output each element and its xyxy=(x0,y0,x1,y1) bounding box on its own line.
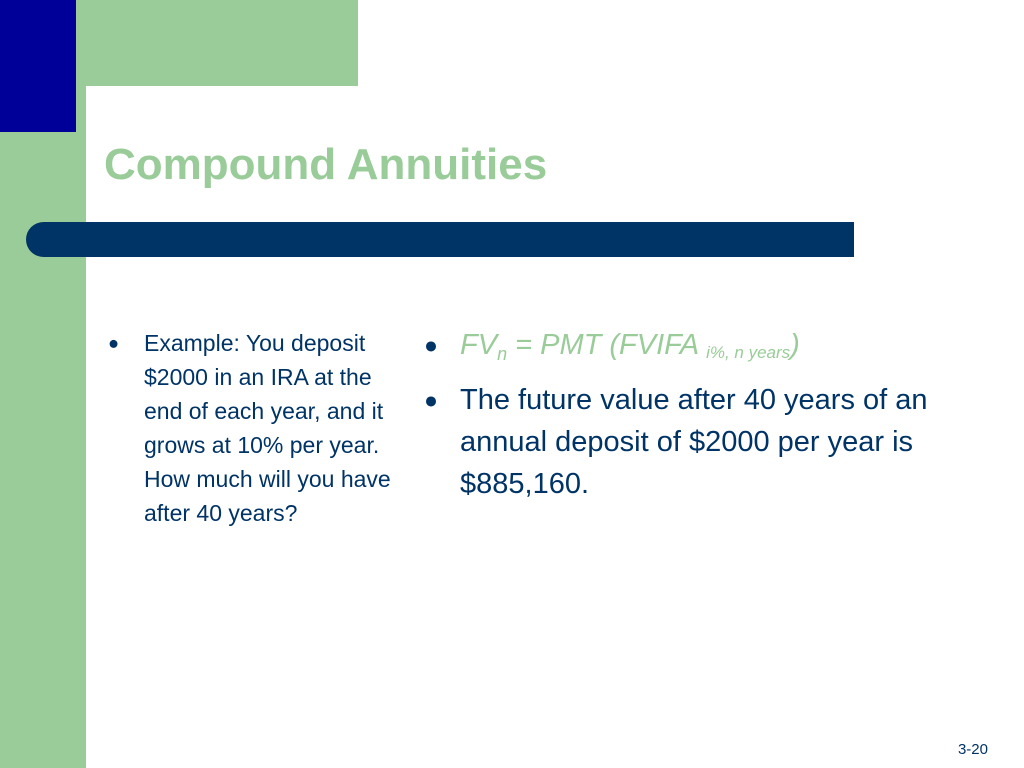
formula-fv: FV xyxy=(460,329,498,361)
bullet-dot-icon: ● xyxy=(424,387,439,413)
formula-fvifa-subscript: i%, n years xyxy=(706,343,791,362)
example-text: Example: You deposit $2000 in an IRA at the end of each year, and it grows at 10% per year. How much will you have after 40 years? xyxy=(144,330,391,526)
title-underline-bar xyxy=(26,222,854,257)
answer-bullet xyxy=(422,379,942,505)
formula-close: ) xyxy=(790,329,800,361)
slide-title: Compound Annuities xyxy=(104,140,548,189)
formula-middle: = PMT (FVIFA xyxy=(507,329,707,361)
content-corner xyxy=(86,86,146,146)
bullet-dot-icon: ● xyxy=(108,332,120,353)
formula-bullet xyxy=(422,324,942,375)
right-bullet-list xyxy=(422,324,942,505)
bullet-dot-icon: ● xyxy=(424,332,439,358)
formula-fv-subscript: n xyxy=(497,344,508,364)
navy-corner-block xyxy=(0,0,76,132)
answer-text: The future value after 40 years of an annual deposit of $2000 per year is $885,160. xyxy=(460,384,928,500)
left-bullet-list xyxy=(106,326,406,530)
slide-number: 3-20 xyxy=(957,741,988,758)
example-bullet xyxy=(106,326,406,530)
